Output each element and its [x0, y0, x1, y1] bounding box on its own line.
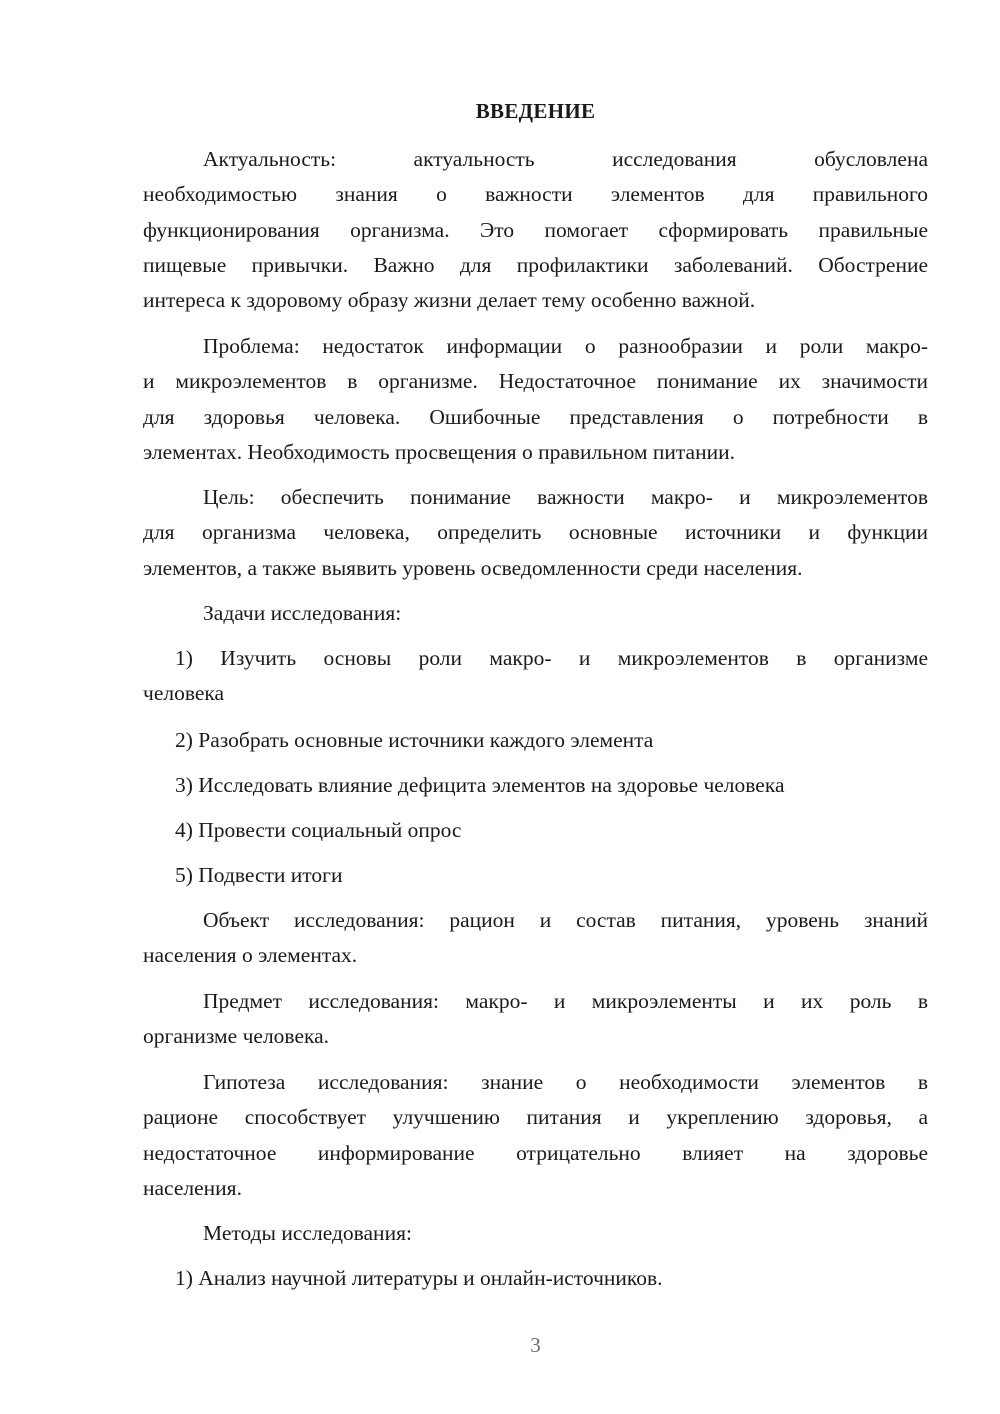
text-line: и микроэлементов в организме. Недостаточное понимание их значимости: [143, 369, 928, 394]
text-line: 1) Анализ научной литературы и онлайн-источников.: [175, 1266, 663, 1290]
method-item-1: [143, 1261, 928, 1296]
page-title: ВВЕДЕНИЕ: [475, 99, 596, 123]
text-line: 3) Исследовать влияние дефицита элементов на здоровье человека: [175, 773, 785, 797]
text-line: элементов, а также выявить уровень осведомленности среди населения.: [143, 555, 803, 580]
text-line: Гипотеза исследования: знание о необходимости элементов в: [203, 1070, 928, 1094]
text-line: функционирования организма. Это помогает сформировать правильные: [143, 217, 928, 242]
text-line: для здоровья человека. Ошибочные представления о потребности в: [143, 404, 928, 429]
text-line: 4) Провести социальный опрос: [175, 818, 462, 842]
text-line: рационе способствует улучшению питания и укреплению здоровья, а: [143, 1105, 928, 1130]
text-line: Предмет исследования: макро- и микроэлементы и их роль в: [203, 989, 928, 1013]
problem-paragraph: [143, 329, 928, 470]
text-line: 2) Разобрать основные источники каждого элемента: [175, 728, 654, 752]
text-line: Проблема: недостаток информации о разнообразии и роли макро-: [203, 334, 928, 358]
object-paragraph: [143, 903, 928, 974]
methods-heading: [143, 1216, 928, 1251]
page-number: 3: [530, 1333, 541, 1357]
subject-paragraph: [143, 984, 928, 1055]
task-item-1: [143, 641, 928, 712]
text-line: для организма человека, определить основные источники и функции: [143, 520, 928, 545]
text-line: недостаточное информирование отрицательно влияет на здоровье: [143, 1140, 928, 1165]
text-line: населения.: [143, 1175, 242, 1200]
text-line: 1) Изучить основы роли макро- и микроэлементов в организме: [175, 646, 928, 670]
task-item-4: [143, 813, 928, 848]
text-line: интереса к здоровому образу жизни делает тему особенно важной.: [143, 288, 756, 313]
text-line: 5) Подвести итоги: [175, 863, 343, 887]
text-line: Задачи исследования:: [203, 601, 402, 625]
text-line: организме человека.: [143, 1024, 330, 1049]
text-line: Объект исследования: рацион и состав питания, уровень знаний: [203, 908, 928, 932]
text-line: Цель: обеспечить понимание важности макро- и микроэлементов: [203, 485, 928, 509]
task-item-2: [143, 723, 928, 758]
relevance-paragraph: [143, 142, 928, 318]
hypothesis-paragraph: [143, 1065, 928, 1206]
text-line: Методы исследования:: [203, 1221, 412, 1245]
task-item-3: [143, 768, 928, 803]
text-line: человека: [143, 681, 225, 706]
text-line: пищевые привычки. Важно для профилактики заболеваний. Обострение: [143, 252, 928, 277]
task-item-5: [143, 858, 928, 893]
text-line: населения о элементах.: [143, 943, 358, 968]
document-page: [143, 0, 928, 1414]
text-line: элементах. Необходимость просвещения о правильном питании.: [143, 439, 735, 464]
text-line: Актуальность: актуальность исследования обусловлена: [203, 147, 928, 171]
goal-paragraph: [143, 480, 928, 586]
text-line: необходимостью знания о важности элементов для правильного: [143, 182, 928, 207]
tasks-heading: [143, 596, 928, 631]
